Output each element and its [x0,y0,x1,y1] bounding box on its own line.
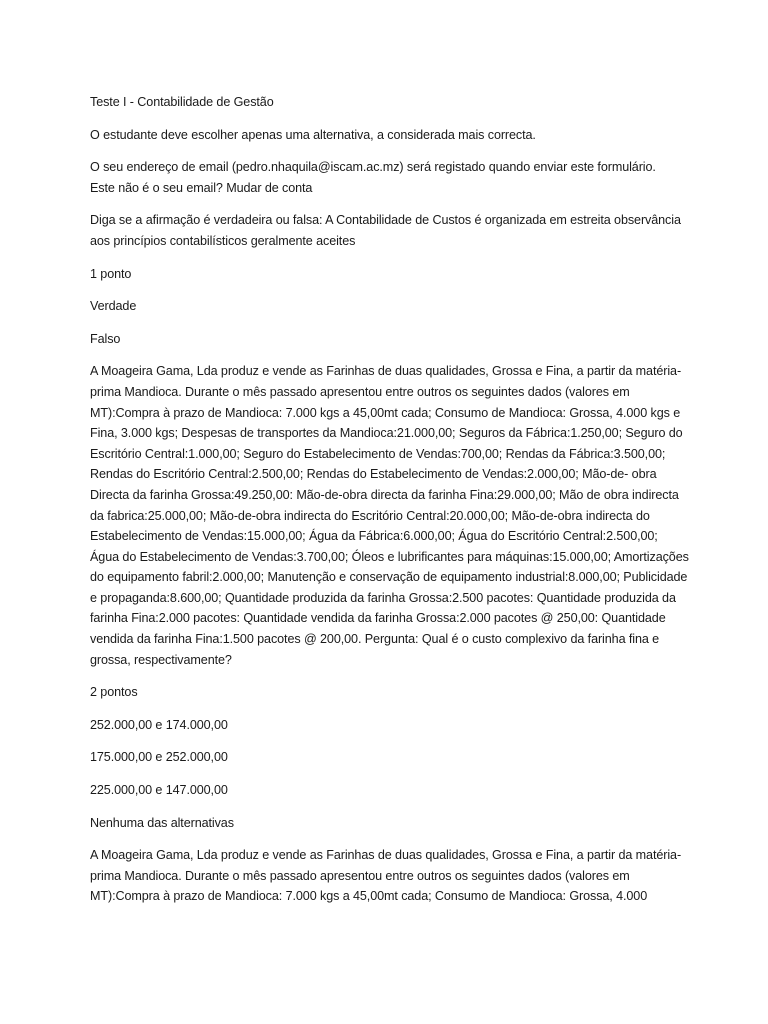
question2-points: 2 pontos [90,685,138,700]
question1-points: 1 ponto [90,266,132,281]
question1-option-verdade[interactable]: Verdade [90,299,137,314]
email-notice [90,157,690,198]
question1-text: Diga se a afirmação é verdadeira ou falsa: A Contabilidade de Custos é organizada em estreita observância aos princípios contabilísticos geralmente aceites [90,213,681,248]
question2-option-d[interactable]: Nenhuma das alternativas [90,815,234,830]
question2-option-b[interactable]: 175.000,00 e 252.000,00 [90,750,228,765]
form-instruction: O estudante deve escolher apenas uma alternativa, a considerada mais correcta. [90,127,536,142]
question2-option-a[interactable]: 252.000,00 e 174.000,00 [90,717,228,732]
email-notice-line1: O seu endereço de email (pedro.nhaquila@iscam.ac.mz) será registado quando enviar este formulário. [90,160,656,175]
question2-option-c[interactable]: 225.000,00 e 147.000,00 [90,783,228,798]
form-title: Teste I - Contabilidade de Gestão [90,95,274,109]
email-notice-line2[interactable]: Este não é o seu email? Mudar de conta [90,180,313,195]
question1-option-falso[interactable]: Falso [90,331,121,346]
document-page [90,92,690,919]
question2-text: A Moageira Gama, Lda produz e vende as Farinhas de duas qualidades, Grossa e Fina, a partir da matéria-prima Mandioca. Durante o mês passado apresentou entre outros os seguintes dados (valores em MT):Compra à prazo de Mandioca: 7.000 kgs a 45,00mt cada; Consumo de Mandioca: Grossa, 4.000 kgs e Fina, 3.000 kgs; Despesas de transportes da Mandioca:21.000,00; Seguros da Fábrica:1.250,00; Seguro do Escritório Central:1.000,00; Seguro do Estabelecimento de Vendas:700,00; Rendas da Fábrica:3.500,00; Rendas do Escritório Central:2.500,00; Rendas do Estabelecimento de Vendas:2.000,00; Mão-de- obra Directa da farinha Grossa:49.250,00: Mão-de-obra directa da farinha Fina:29.000,00; Mão de obra indirecta da fabrica:25.000,00; Mão-de-obra indirecta do Escritório Central:20.000,00; Mão-de-obra indirecta do Estabelecimento de Vendas:15.000,00; Água da Fábrica:6.000,00; Água do Escritório Central:2.500,00; Água do Estabelecimento de Vendas:3.700,00; Óleos e lubrificantes para máquinas:15.000,00; Amortizações do equipamento fabril:2.000,00; Manutenção e conservação de equipamento industrial:8.000,00; Publicidade e propaganda:8.600,00; Quantidade produzida da farinha Grossa:2.500 pacotes: Quantidade produzida da farinha Fina:2.000 pacotes: Quantidade vendida da farinha Grossa:2.000 pacotes @ 250,00: Quantidade vendida da farinha Fina:1.500 pacotes @ 200,00. Pergunta: Qual é o custo complexivo da farinha fina e grossa, respectivamente? [90,364,689,667]
question3-text: A Moageira Gama, Lda produz e vende as Farinhas de duas qualidades, Grossa e Fina, a partir da matéria-prima Mandioca. Durante o mês passado apresentou entre outros os seguintes dados (valores em MT):Compra à prazo de Mandioca: 7.000 kgs a 45,00mt cada; Consumo de Mandioca: Grossa, 4.000 [90,848,682,904]
